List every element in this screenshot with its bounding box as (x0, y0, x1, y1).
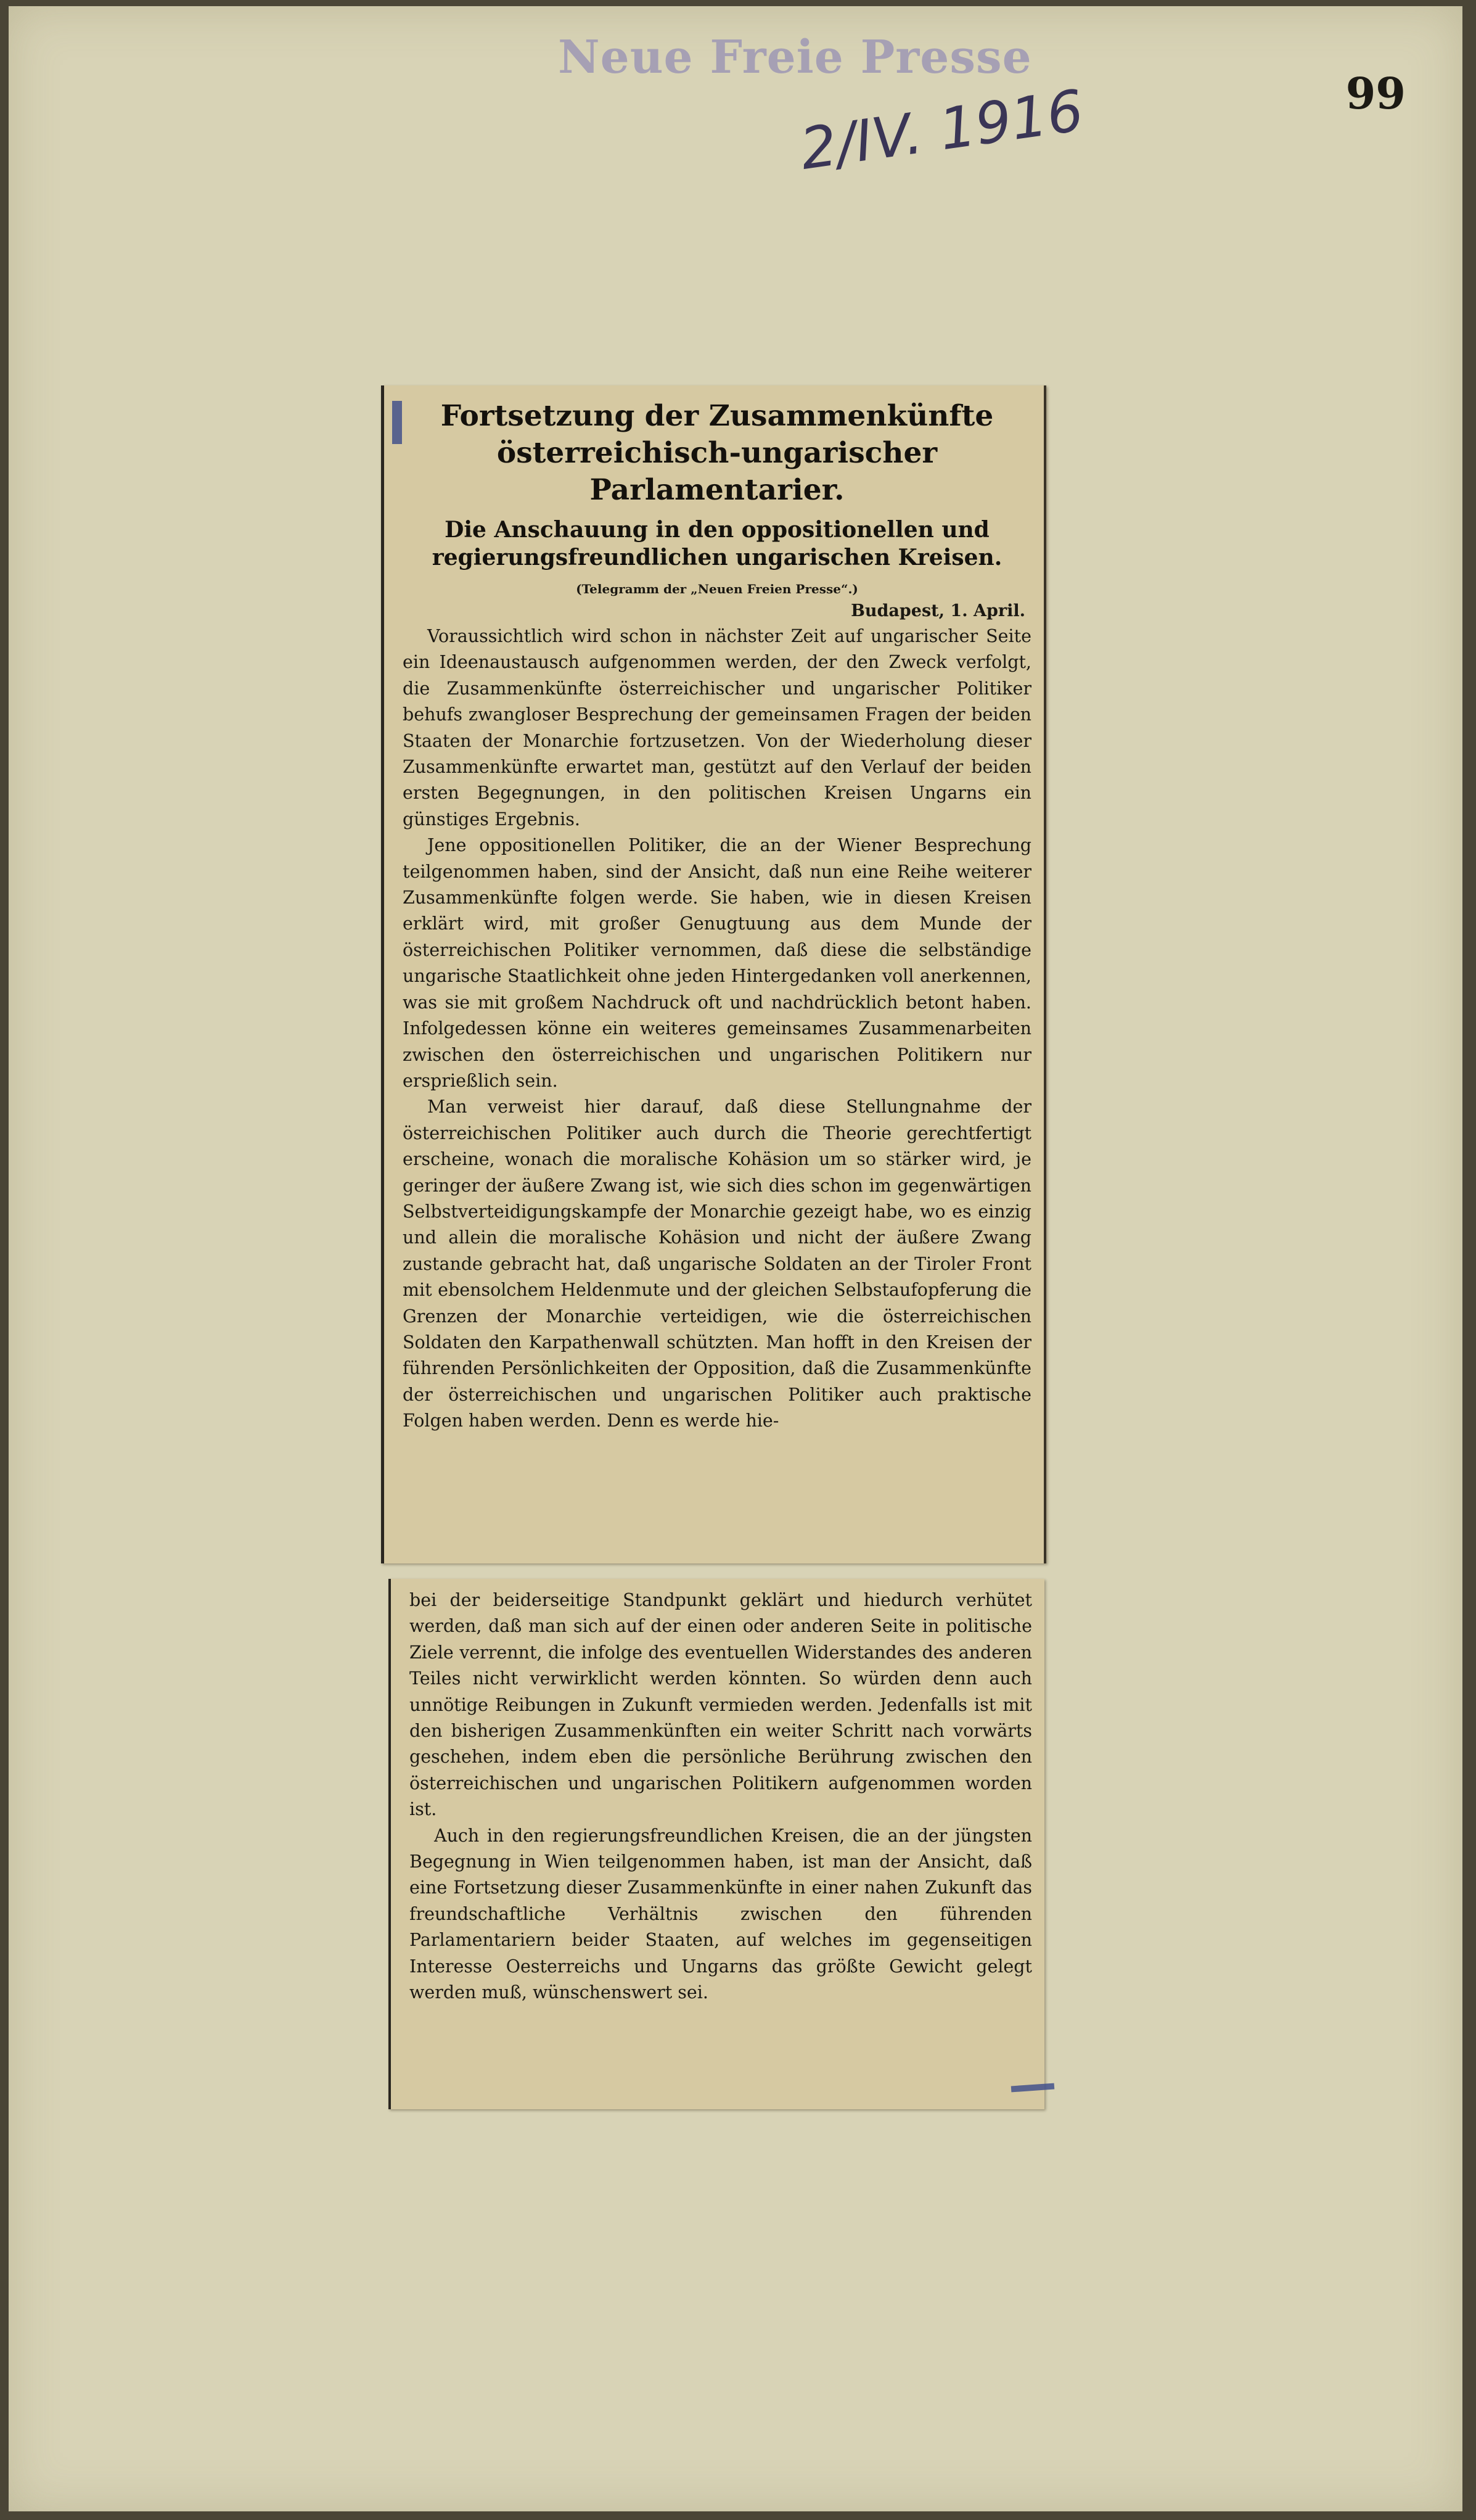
handwritten-date: 2/IV. 1916 (796, 77, 1088, 183)
article-paragraph: Voraussichtlich wird schon in nächster Zeit auf ungarischer Seite ein Ideenaustausch aufgenommen werden, der den Zweck verfolgt, die Zusammenkünfte österreichischer und ungarischer Politiker behufs zwangloser Besprechung der gemeinsamen Fragen der beiden Staaten der Monarchie fortzusetzen. Von der Wiederholung dieser Zusammenkünfte erwartet man, gestützt auf den Verlauf der beiden ersten Begegnungen, in den politischen Kreisen Ungarns ein günstiges Ergebnis. (403, 626, 1031, 830)
article-clipping-part-1 (381, 385, 1046, 1563)
article-credit: (Telegramm der „Neuen Freien Presse“.) (576, 582, 858, 596)
page-number: 99 (1345, 68, 1406, 119)
article-body-continued (409, 1587, 1032, 2006)
article-headline: Fortsetzung der Zusammenkünfte österreichisch-ungarischer Parlamentarier. (440, 399, 994, 507)
blue-pencil-mark (392, 401, 402, 444)
article-paragraph: Man verweist hier darauf, daß diese Stellungnahme der österreichischen Politiker auch durch die Theorie gerechtfertigt erscheine, wonach die moralische Kohäsion um so stärker wird, je geringer der äußere Zwang ist, wie sich dies schon im gegenwärtigen Selbstverteidigungskampfe der Monarchie gezeigt habe, wo es einzig und allein die moralische Kohäsion und nicht der äußere Zwang zustande gebracht hat, daß ungarische Soldaten an der Tiroler Front mit ebensolchem Heldenmute und der gleichen Selbstaufopferung die Grenzen der Monarchie verteidigen, wie die österreichischen Soldaten den Karpathenwall schützten. Man hofft in den Kreisen der führenden Persönlichkeiten der Opposition, daß die Zusammenkünfte der österreichischen und ungarischen Politiker auch praktische Folgen haben werden. Denn es werde hie- (403, 1097, 1031, 1431)
article-paragraph: Jene oppositionellen Politiker, die an der Wiener Besprechung teilgenommen haben, sind der Ansicht, daß nun eine Reihe weiterer Zusammenkünfte folgen werde. Sie haben, wie in diesen Kreisen erklärt wird, mit großer Genugtuung aus dem Munde der österreichischen Politiker vernommen, daß diese die selbständige ungarische Staatlichkeit ohne jeden Hintergedanken voll anerkennen, was sie mit großem Nachdruck oft und nachdrücklich betont haben. Infolgedessen könne ein weiteres gemeinsames Zusammenarbeiten zwischen den österreichischen und ungarischen Politikern nur ersprießlich sein. (403, 835, 1031, 1091)
article-clipping-part-2 (388, 1579, 1044, 2109)
article-paragraph: bei der beiderseitige Standpunkt geklärt und hiedurch verhütet werden, daß man sich auf der einen oder anderen Seite in politische Ziele verrennt, die infolge des eventuellen Widerstandes des anderen Teiles nicht verwirklicht werden könnten. So würden denn auch unnötige Reibungen in Zukunft vermieden werden. Jedenfalls ist mit den bisherigen Zusammenkünften ein weiter Schritt nach vorwärts geschehen, indem eben die persönliche Berührung zwischen den österreichischen und ungarischen Politikern aufgenommen worden ist. (409, 1590, 1032, 1820)
article-subheadline: Die Anschauung in den oppositionellen und regierungsfreundlichen ungarischen Kreisen. (432, 517, 1002, 570)
article-column (403, 385, 1031, 1563)
article-body (403, 624, 1031, 1435)
article-paragraph: Auch in den regierungsfreundlichen Kreisen, die an der jüngsten Begegnung in Wien teilgenommen haben, ist man der Ansicht, daß eine Fortsetzung dieser Zusammenkünfte in einer nahen Zukunft das freundschaftliche Verhältnis zwischen den führenden Parlamentariern beider Staaten, auf welches im gegenseitigen Interesse Oesterreichs und Ungarns das größte Gewicht gelegt werden muß, wünschenswert sei. (409, 1825, 1032, 2003)
newspaper-stamp: Neue Freie Presse (558, 31, 1032, 84)
article-dateline: Budapest, 1. April. (851, 601, 1025, 620)
article-column (409, 1579, 1032, 2109)
